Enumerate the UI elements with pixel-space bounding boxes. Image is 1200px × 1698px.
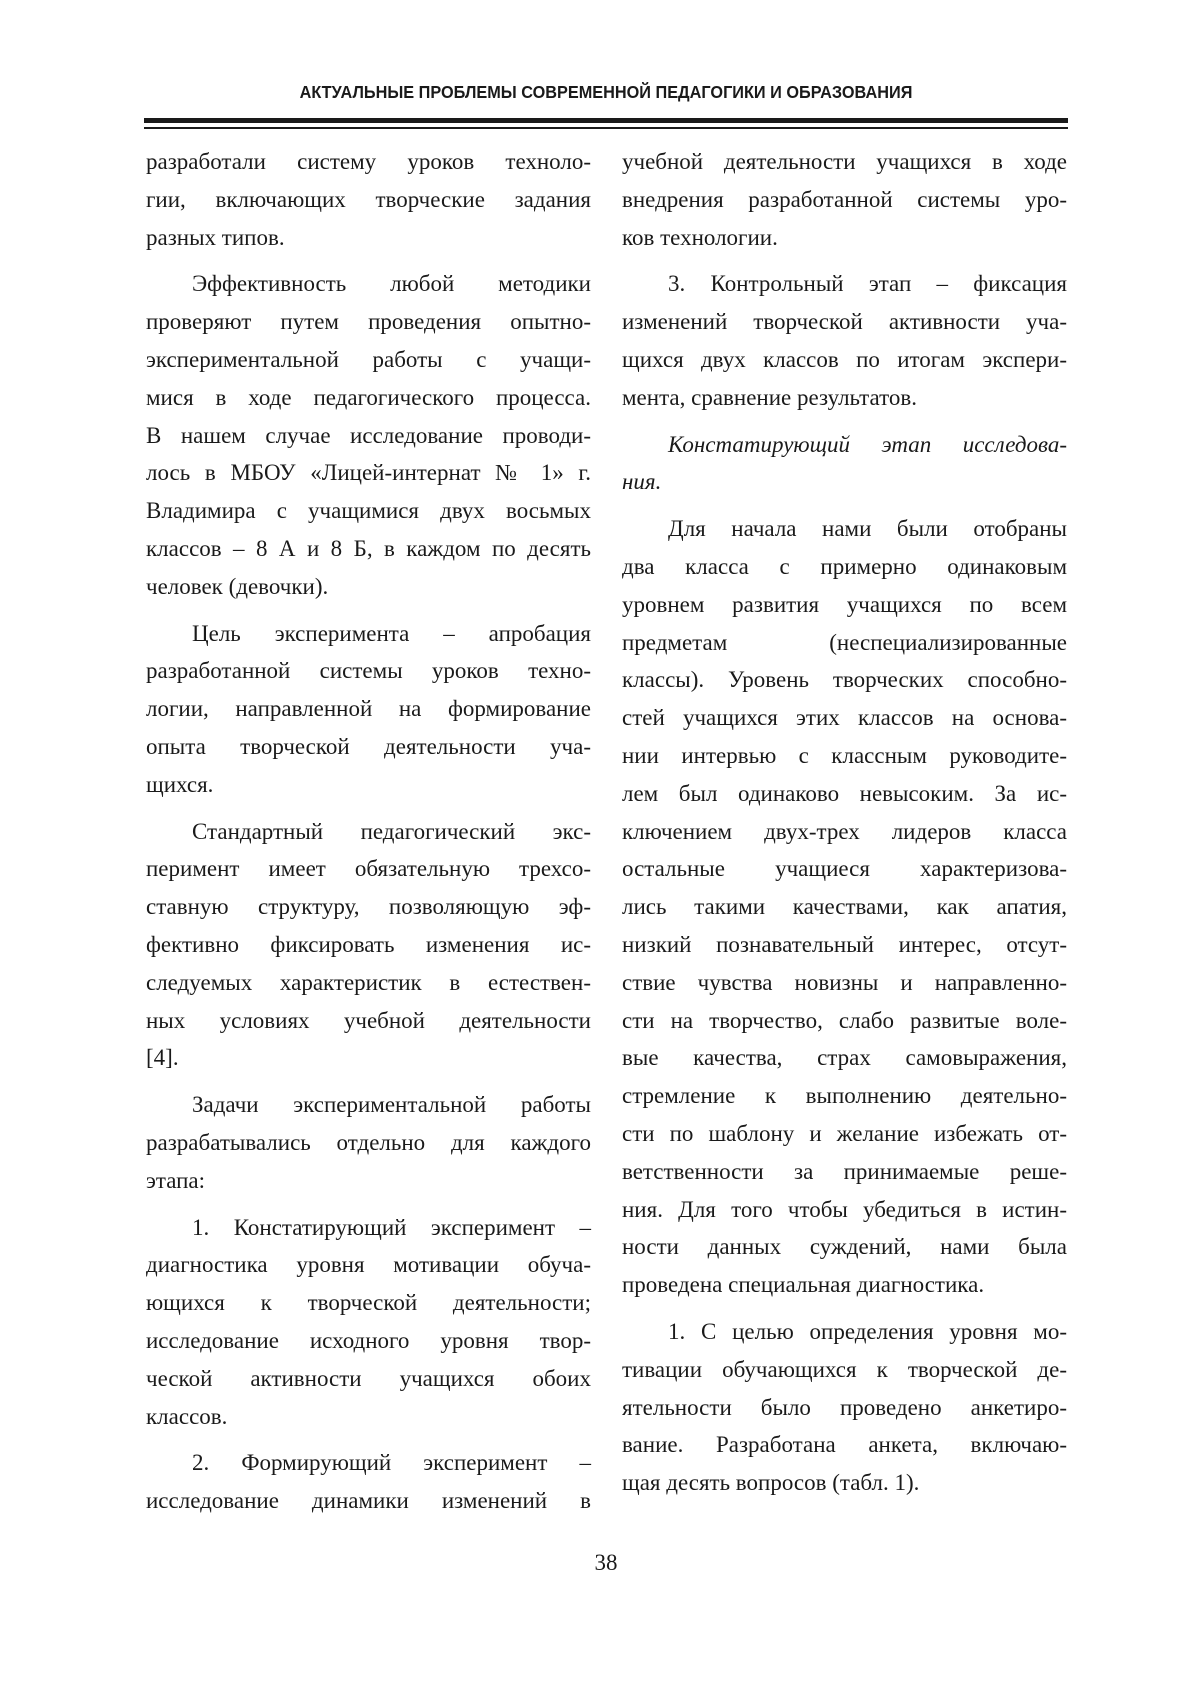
text-line: ности данных суждений, нами была <box>622 1228 1067 1266</box>
text-line: 2. Формирующий эксперимент – <box>146 1444 591 1482</box>
text-line: мента, сравнение результатов. <box>622 379 1067 417</box>
text-line: ния. Для того чтобы убедиться в истин- <box>622 1191 1067 1229</box>
paragraph <box>146 265 591 605</box>
text-line: диагностика уровня мотивации обуча- <box>146 1246 591 1284</box>
text-line: следуемых характеристик в естествен- <box>146 964 591 1002</box>
text-line: Стандартный педагогический экс- <box>146 813 591 851</box>
text-line: Цель эксперимента – апробация <box>146 615 591 653</box>
text-line: мися в ходе педагогического процесса. <box>146 379 591 417</box>
text-line: низкий познавательный интерес, отсут- <box>622 926 1067 964</box>
text-line: сти по шаблону и желание избежать от- <box>622 1115 1067 1153</box>
text-line: человек (девочки). <box>146 568 591 606</box>
text-line: разработали систему уроков техноло- <box>146 143 591 181</box>
text-line: фективно фиксировать изменения ис- <box>146 926 591 964</box>
text-line: ния. <box>622 463 1067 501</box>
header-rule-thin <box>144 127 1068 129</box>
text-line: Для начала нами были отобраны <box>622 510 1067 548</box>
text-line: перимент имеет обязательную трехсо- <box>146 850 591 888</box>
paragraph <box>146 615 591 804</box>
paragraph <box>146 1444 591 1520</box>
text-line: вание. Разработана анкета, включаю- <box>622 1426 1067 1464</box>
text-line: сти на творчество, слабо развитые воле- <box>622 1002 1067 1040</box>
text-line: разрабатывались отдельно для каждого <box>146 1124 591 1162</box>
text-line: ков технологии. <box>622 219 1067 257</box>
section-subheading <box>622 426 1067 502</box>
page-number: 38 <box>0 1550 1200 1576</box>
text-line: разработанной системы уроков техно- <box>146 652 591 690</box>
text-line: Эффективность любой методики <box>146 265 591 303</box>
text-line: проведена специальная диагностика. <box>622 1266 1067 1304</box>
running-header: АКТУАЛЬНЫЕ ПРОБЛЕМЫ СОВРЕМЕННОЙ ПЕДАГОГИКИ И ОБРАЗОВАНИЯ <box>178 82 1034 103</box>
left-column <box>146 143 591 1520</box>
text-line: два класса с примерно одинаковым <box>622 548 1067 586</box>
paragraph <box>622 265 1067 416</box>
paragraph <box>622 510 1067 1304</box>
text-line: лем был одинаково невысоким. За ис- <box>622 775 1067 813</box>
text-line: В нашем случае исследование проводи- <box>146 417 591 455</box>
text-line: тивации обучающихся к творческой де- <box>622 1351 1067 1389</box>
paragraph <box>622 143 1067 256</box>
text-line: опыта творческой деятельности уча- <box>146 728 591 766</box>
text-line: лось в МБОУ «Лицей-интернат № 1» г. <box>146 454 591 492</box>
text-line: разных типов. <box>146 219 591 257</box>
text-line: Владимира с учащимися двух восьмых <box>146 492 591 530</box>
paragraph <box>146 1209 591 1436</box>
text-line: вые качества, страх самовыражения, <box>622 1039 1067 1077</box>
text-line: ных условиях учебной деятельности <box>146 1002 591 1040</box>
text-line: гии, включающих творческие задания <box>146 181 591 219</box>
text-line: щихся двух классов по итогам экспери- <box>622 341 1067 379</box>
text-line: классов. <box>146 1398 591 1436</box>
text-line: Констатирующий этап исследова- <box>622 426 1067 464</box>
text-line: логии, направленной на формирование <box>146 690 591 728</box>
text-line: изменений творческой активности уча- <box>622 303 1067 341</box>
text-line: ключением двух-трех лидеров класса <box>622 813 1067 851</box>
text-line: остальные учащиеся характеризова- <box>622 850 1067 888</box>
text-line: лись такими качествами, как апатия, <box>622 888 1067 926</box>
paragraph <box>146 1086 591 1199</box>
text-line: классы). Уровень творческих способно- <box>622 661 1067 699</box>
text-line: 1. Констатирующий эксперимент – <box>146 1209 591 1247</box>
text-line: щихся. <box>146 766 591 804</box>
text-line: ческой активности учащихся обоих <box>146 1360 591 1398</box>
text-line: проверяют путем проведения опытно- <box>146 303 591 341</box>
text-line: [4]. <box>146 1039 591 1077</box>
text-line: уровнем развития учащихся по всем <box>622 586 1067 624</box>
text-line: классов – 8 А и 8 Б, в каждом по десять <box>146 530 591 568</box>
paragraph <box>146 143 591 256</box>
text-line: Задачи экспериментальной работы <box>146 1086 591 1124</box>
text-line: стремление к выполнению деятельно- <box>622 1077 1067 1115</box>
text-line: ющихся к творческой деятельности; <box>146 1284 591 1322</box>
text-line: предметам (неспециализированные <box>622 624 1067 662</box>
header-rule-thick <box>144 118 1068 123</box>
text-line: исследование динамики изменений в <box>146 1482 591 1520</box>
paragraph <box>146 813 591 1078</box>
text-line: учебной деятельности учащихся в ходе <box>622 143 1067 181</box>
text-line: нии интервью с классным руководите- <box>622 737 1067 775</box>
text-line: исследование исходного уровня твор- <box>146 1322 591 1360</box>
text-line: стей учащихся этих классов на основа- <box>622 699 1067 737</box>
text-line: ятельности было проведено анкетиро- <box>622 1389 1067 1427</box>
text-line: ставную структуру, позволяющую эф- <box>146 888 591 926</box>
text-line: ветственности за принимаемые реше- <box>622 1153 1067 1191</box>
text-line: 1. С целью определения уровня мо- <box>622 1313 1067 1351</box>
text-line: экспериментальной работы с учащи- <box>146 341 591 379</box>
text-line: внедрения разработанной системы уро- <box>622 181 1067 219</box>
text-line: 3. Контрольный этап – фиксация <box>622 265 1067 303</box>
right-column <box>622 143 1067 1502</box>
text-line: этапа: <box>146 1162 591 1200</box>
text-line: щая десять вопросов (табл. 1). <box>622 1464 1067 1502</box>
text-line: ствие чувства новизны и направленно- <box>622 964 1067 1002</box>
paragraph <box>622 1313 1067 1502</box>
